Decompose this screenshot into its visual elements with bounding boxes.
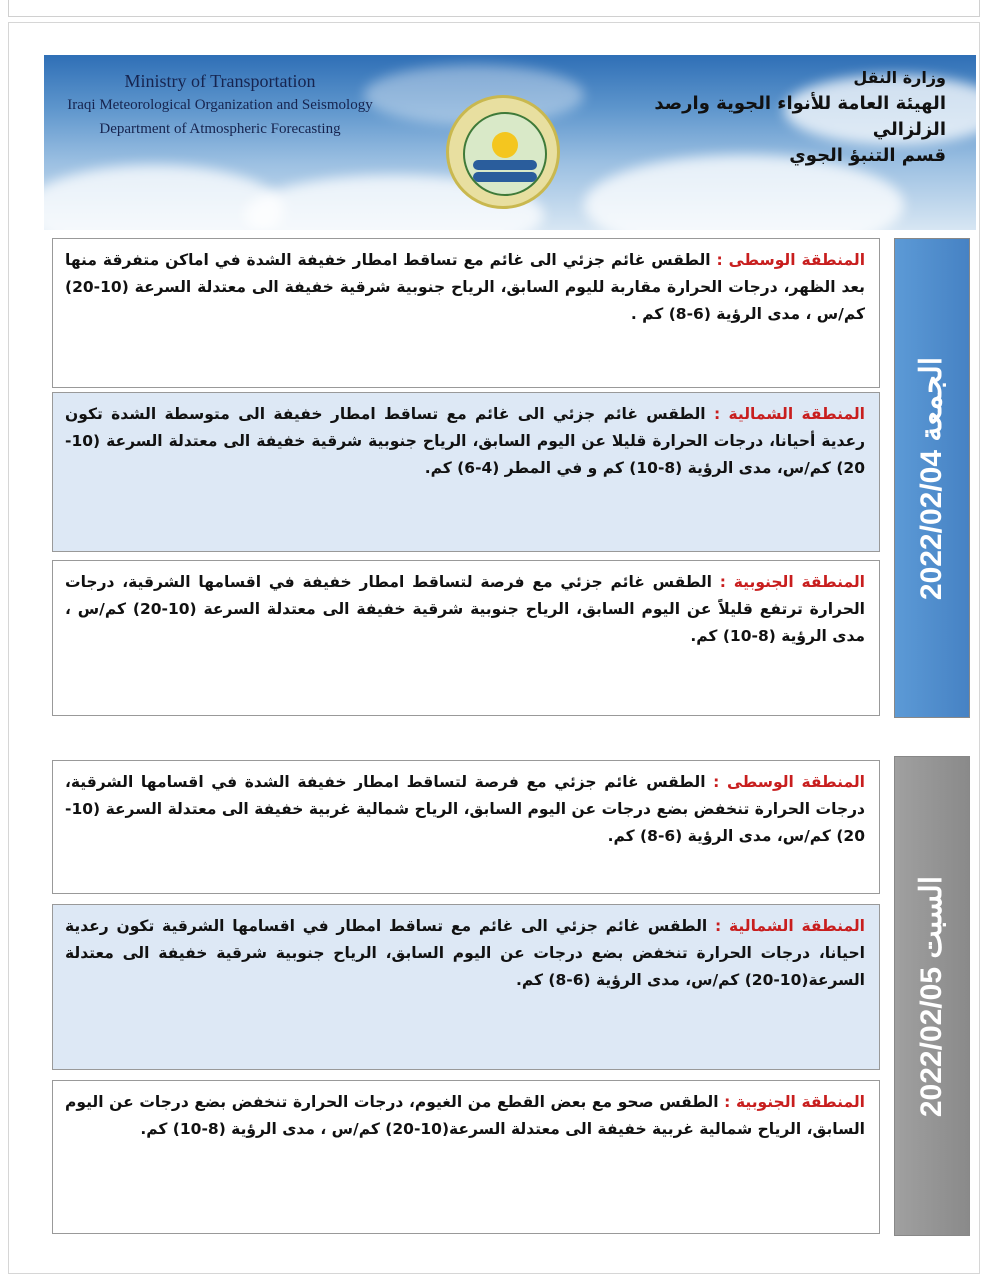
forecast-text: الطقس غائم جزئي الى غائم مع تساقط امطار في اقسامها الشرقية تكون رعدية احيانا، درجات الحرارة تنخفض بضع درجات عن اليوم السابق، الرياح جنوبية شرقية خفيفة الى معتدلة السرعة(10-20) كم/س، مدى الرؤية (6-8) كم.	[65, 917, 865, 989]
department-name-en: Department of Atmospheric Forecasting	[99, 121, 341, 137]
forecast-text: الطقس غائم جزئي الى غائم مع تساقط امطار خفيفة الى متوسطة الشدة تكون رعدية أحيانا، درجات الحرارة قليلا عن اليوم السابق، الرياح جنوبية شرقية خفيفة الى معتدلة السرعة (10-20) كم/س، مدى الرؤية (8-10) كم و في المطر (4-6) كم.	[65, 405, 865, 477]
region-name: المنطقة الوسطى :	[716, 251, 866, 269]
day-label-column	[894, 756, 970, 1236]
organization-name-en: Iraqi Meteorological Organization and Seismology	[67, 97, 373, 113]
region-name: المنطقة الشمالية :	[713, 405, 865, 423]
forecast-box-southern	[52, 1080, 880, 1234]
day-date-label: السبت 2022/02/05	[915, 875, 949, 1117]
wave-icon	[473, 172, 537, 182]
forecast-box-central	[52, 760, 880, 894]
region-name: المنطقة الجنوبية :	[724, 1093, 865, 1111]
forecast-text: الطقس صحو مع بعض القطع من الغيوم، درجات الحرارة تنخفض بضع درجات عن اليوم السابق، الرياح شمالية غربية خفيفة الى معتدلة السرعة(10-20) كم/س ، مدى الرؤية (8-10) كم.	[65, 1093, 865, 1138]
day-label-column	[894, 238, 970, 718]
header-arabic-text	[646, 65, 946, 169]
header-english-text	[60, 69, 380, 141]
organization-name-ar: الهيئة العامة للأنواء الجوية وارصد الزلزالي	[654, 93, 946, 140]
ministry-name-ar: وزارة النقل	[853, 68, 946, 87]
sun-icon	[492, 132, 518, 158]
day-date-label: الجمعة 2022/02/04	[915, 356, 949, 600]
department-name-ar: قسم التنبؤ الجوي	[789, 145, 946, 166]
forecast-text: الطقس غائم جزئي مع فرصة لتساقط امطار خفيفة الشدة في اقسامها الشرقية، درجات الحرارة تنخفض بضع درجات عن اليوم السابق، الرياح شمالية غربية خفيفة الى معتدلة السرعة (10-20) كم/س، مدى الرؤية (6-8) كم.	[65, 773, 865, 845]
forecast-box-southern	[52, 560, 880, 716]
top-page-edge	[8, 0, 980, 17]
region-name: المنطقة الشمالية :	[715, 917, 865, 935]
forecast-text: الطقس غائم جزئي الى غائم مع تساقط امطار خفيفة الشدة في اماكن متفرقة منها بعد الظهر، درجات الحرارة مقاربة لليوم السابق، الرياح جنوبية شرقية خفيفة الى معتدلة السرعة (10-20) كم/س ، مدى الرؤية (6-8) كم .	[65, 251, 865, 323]
region-name: المنطقة الوسطى :	[713, 773, 865, 791]
region-name: المنطقة الجنوبية :	[719, 573, 865, 591]
forecast-box-central	[52, 238, 880, 388]
header-banner	[44, 55, 976, 230]
organization-logo	[446, 95, 560, 209]
wave-icon	[473, 160, 537, 170]
logo-emblem	[463, 112, 547, 196]
forecast-box-northern	[52, 904, 880, 1070]
ministry-name-en: Ministry of Transportation	[124, 71, 316, 91]
forecast-text: الطقس غائم جزئي مع فرصة لتساقط امطار خفيفة في اقسامها الشرقية، درجات الحرارة ترتفع قليلاً عن اليوم السابق، الرياح جنوبية شرقية خفيفة الى معتدلة السرعة (10-20) كم/س ، مدى الرؤية (8-10) كم.	[65, 573, 865, 645]
forecast-box-northern	[52, 392, 880, 552]
